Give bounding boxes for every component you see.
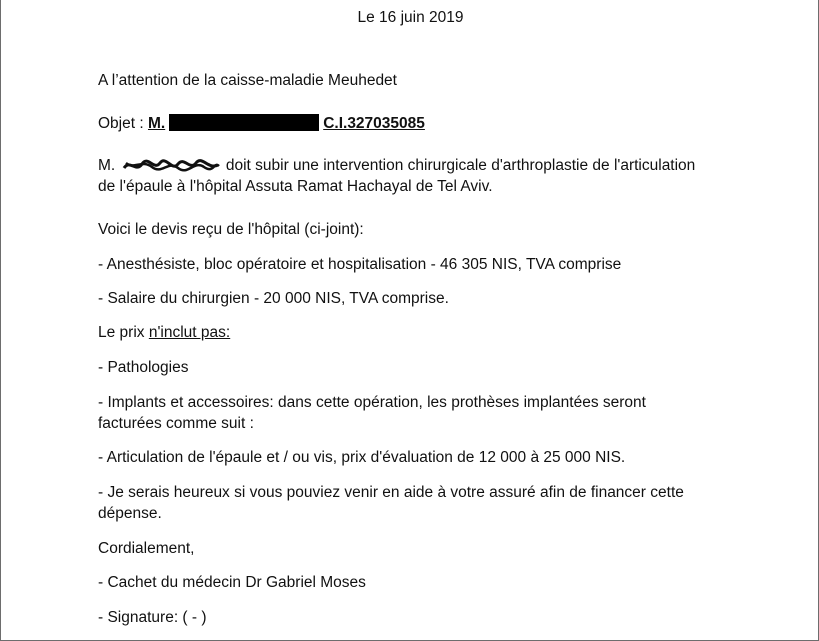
quote-intro: Voici le devis reçu de l'hôpital (ci-joint): — [98, 221, 364, 238]
closing: Cordialement, — [98, 540, 195, 557]
request-line2: dépense. — [98, 505, 162, 522]
exclusion-implants-line1: - Implants et accessoires: dans cette opération, les prothèses implantées seront — [98, 394, 646, 411]
paragraph-intervention-text: doit subir une intervention chirurgicale d'arthroplastie de l'articulation — [225, 157, 696, 174]
subject-prefix: M. — [147, 115, 166, 132]
subject-id-number: C.I.327035085 — [323, 115, 425, 132]
subject-value — [148, 115, 425, 132]
subject-label: Objet : — [98, 115, 144, 132]
exclusion-implants-line2: facturées comme suit : — [98, 415, 254, 432]
signature-line: - Signature: ( - ) — [98, 609, 207, 626]
exclusions-heading — [98, 322, 230, 343]
letter-date: Le 16 juin 2019 — [357, 9, 464, 26]
recipient-line: A l’attention de la caisse-maladie Meuhedet — [98, 72, 397, 89]
redaction-bar — [169, 114, 319, 131]
doctor-stamp-line: - Cachet du médecin Dr Gabriel Moses — [98, 574, 366, 591]
paragraph-intervention-line2: de l'épaule à l'hôpital Assuta Ramat Hachayal de Tel Aviv. — [98, 178, 493, 195]
exclusions-underlined: n'inclut pas: — [148, 324, 231, 341]
name-redaction-scribble — [122, 155, 220, 175]
paragraph-intervention-line1 — [98, 155, 695, 176]
exclusion-shoulder-estimate: - Articulation de l'épaule et / ou vis, prix d'évaluation de 12 000 à 25 000 NIS. — [98, 449, 626, 466]
quote-item-surgeon: - Salaire du chirurgien - 20 000 NIS, TVA comprise. — [98, 290, 449, 307]
exclusions-prefix: Le prix — [98, 324, 149, 341]
patient-title: M. — [98, 157, 116, 174]
exclusion-pathologies: - Pathologies — [98, 359, 189, 376]
request-line1: - Je serais heureux si vous pouviez venir en aide à votre assuré afin de financer cette — [98, 484, 684, 501]
quote-item-anesthesia: - Anesthésiste, bloc opératoire et hospitalisation - 46 305 NIS, TVA comprise — [98, 256, 622, 273]
subject-line — [98, 113, 425, 134]
